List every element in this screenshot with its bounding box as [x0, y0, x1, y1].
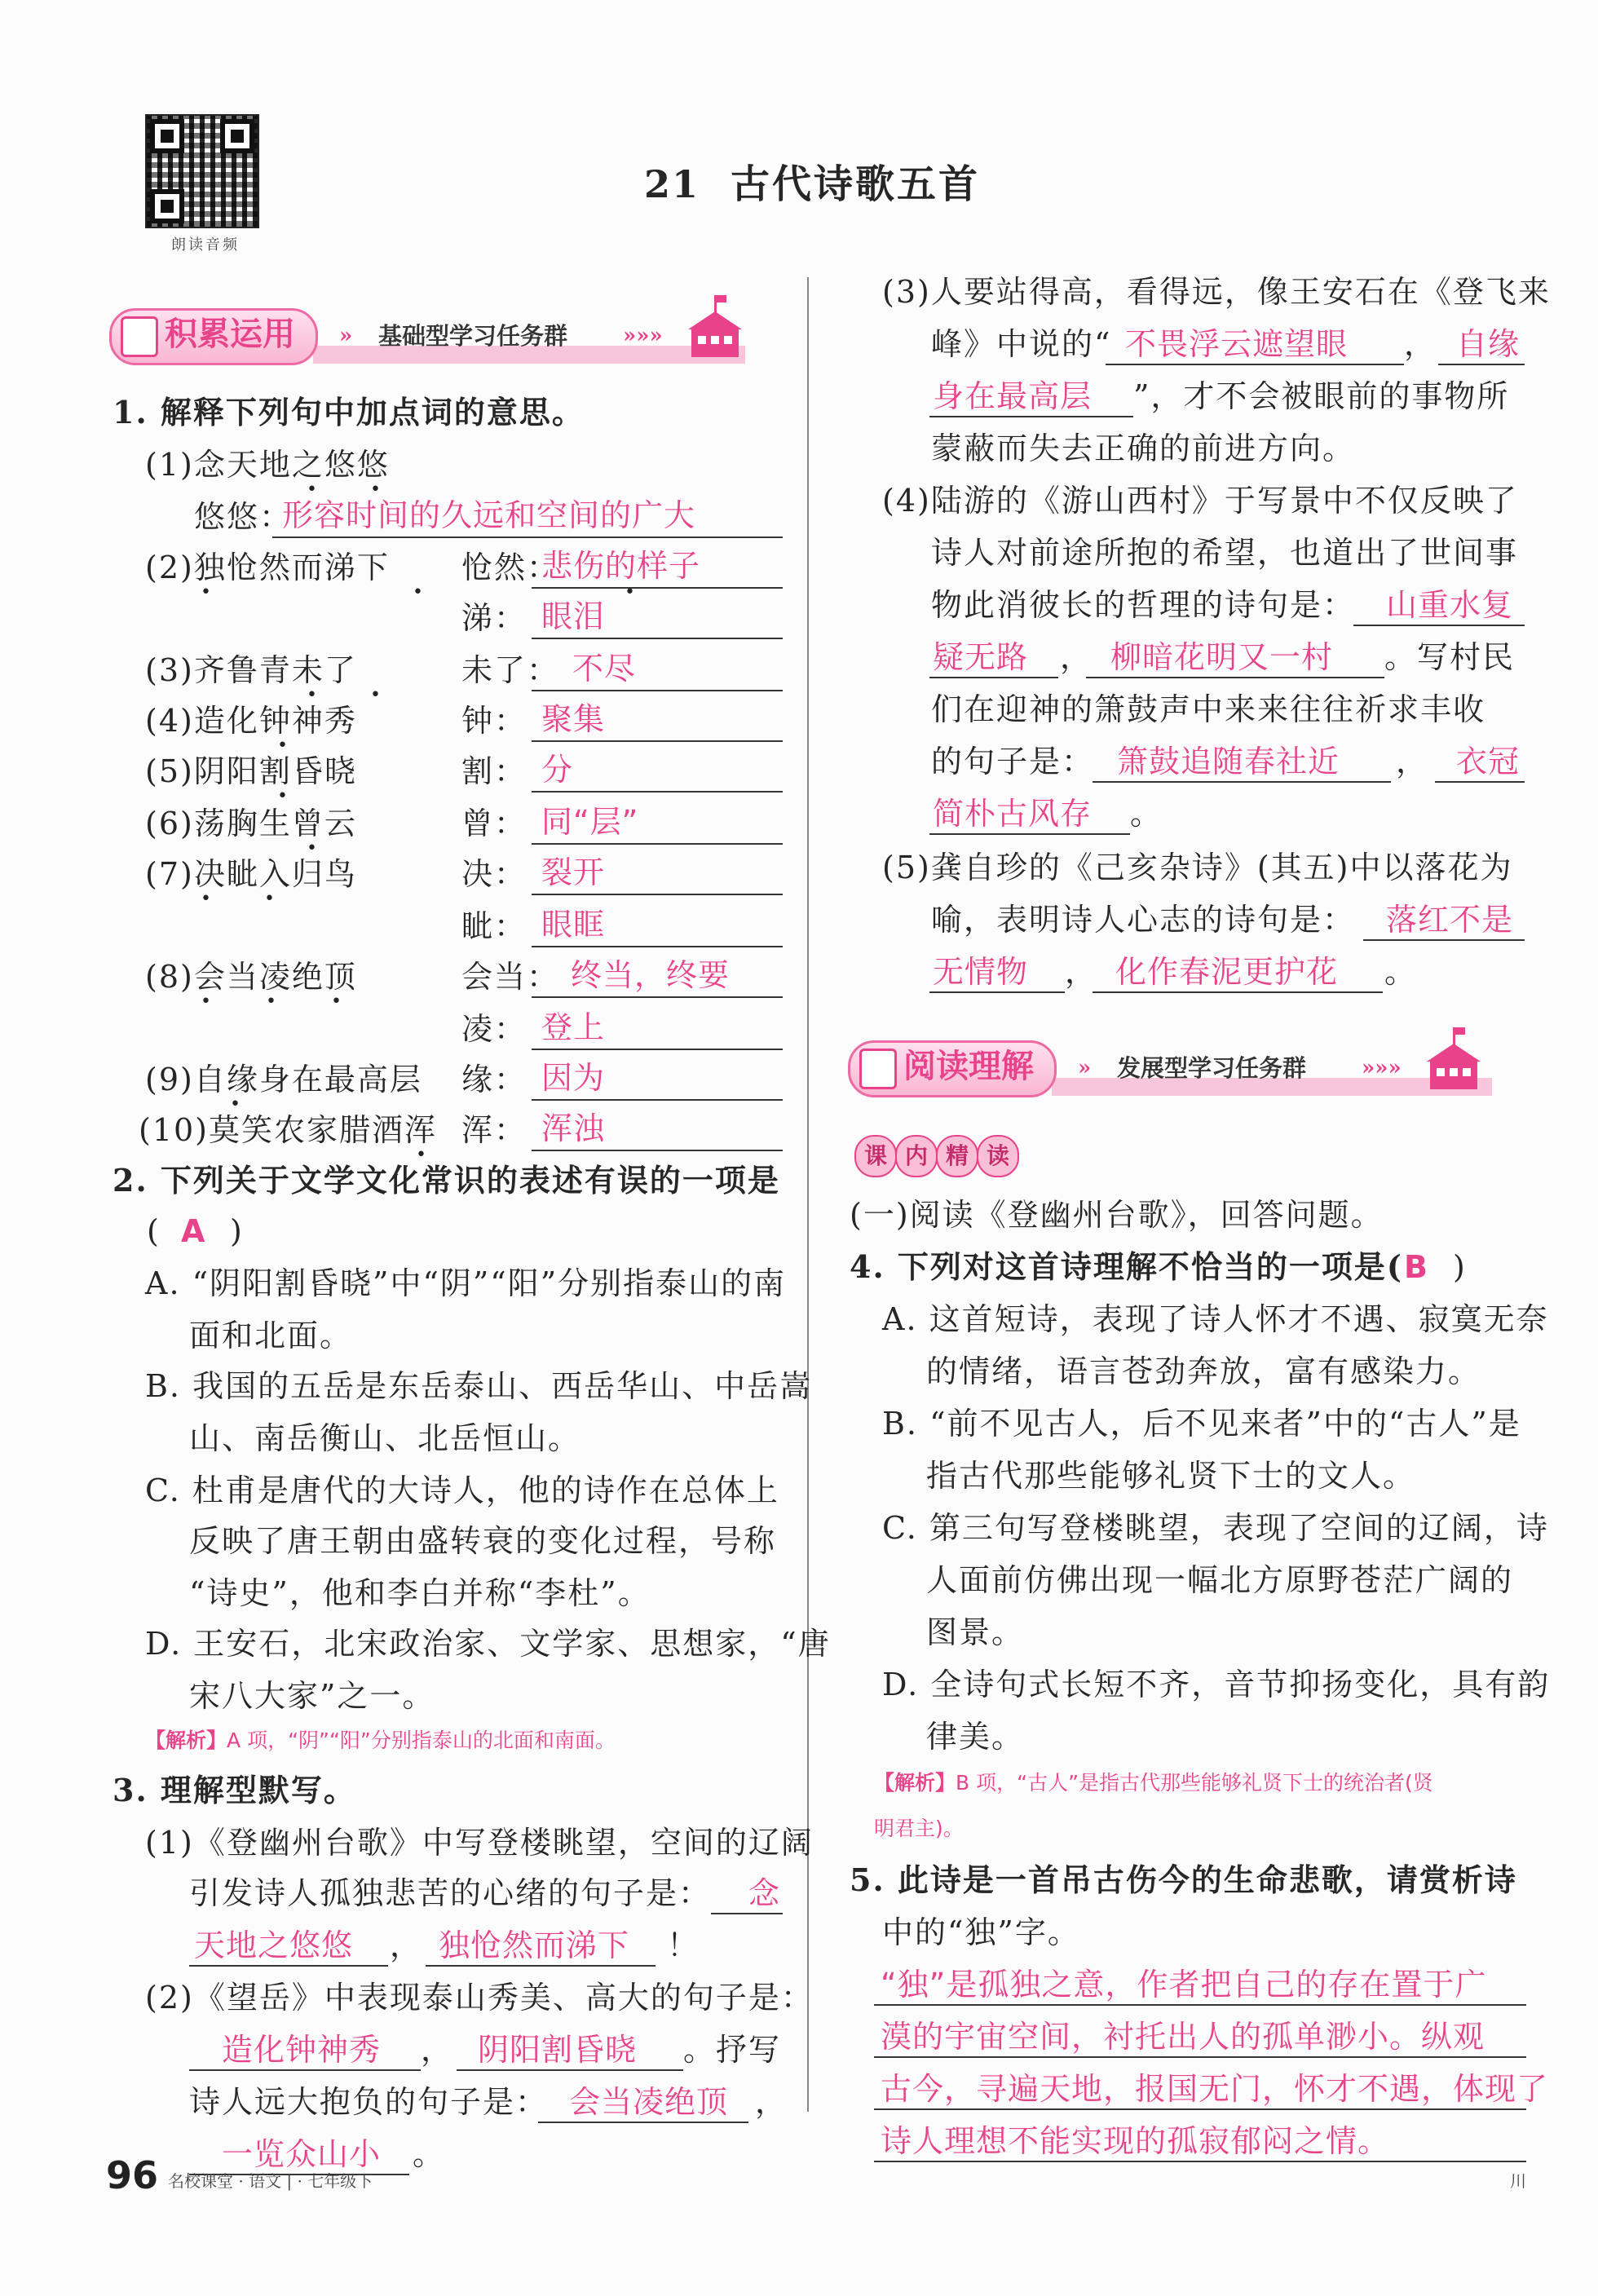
footer-book-title: 名校课堂 · 语文 | · 七年级下 [168, 2171, 373, 2191]
q4-answer: B [1404, 1249, 1428, 1285]
analysis-text: A 项，“阴”“阳”分别指泰山的北面和南面。 [227, 1729, 616, 1752]
answer-line [1086, 677, 1384, 678]
q3-part4-answer: 简朴古风存 [933, 796, 1093, 832]
q1-item-sentence: (2)独怆然而涕下 [145, 550, 390, 585]
q1-item-answer: 形容时间的久远和空间的广大 [282, 497, 696, 533]
qr-code[interactable] [145, 114, 259, 228]
answer-line [711, 1913, 783, 1914]
q1-item-word: 凌： [461, 1011, 528, 1047]
q3-part3-answer: 身在最高层 [933, 378, 1093, 414]
q2-option-c: 反映了唐王朝由盛转衰的变化过程，号称 [189, 1523, 777, 1559]
q3-part4-line: (4)陆游的《游山西村》于写景中不仅反映了 [882, 483, 1518, 519]
punctuation: ， [1065, 954, 1098, 990]
answer-line [929, 677, 1058, 678]
analysis-tag: 【解析】 [874, 1771, 956, 1795]
emphasis-dots: • [307, 838, 341, 859]
q1-item-sentence: (10)莫笑农家腊酒浑 [139, 1112, 438, 1148]
q3-part3-answer: 不畏浮云遮望眼 [1125, 326, 1349, 362]
q1-item-word: 曾： [461, 806, 528, 841]
q3-part1-line: (1)《登幽州台歌》中写登楼眺望，空间的辽阔 [145, 1825, 814, 1861]
analysis-text: B 项，“古人”是指古代那些能够礼贤下士的统治者(贤 [956, 1771, 1433, 1795]
q1-item-answer: 眼泪 [541, 598, 606, 634]
q3-part3-line: ”，才不会被眼前的事物所 [1133, 378, 1510, 414]
q1-item-word: 缘： [461, 1062, 528, 1097]
q5-answer-line: 漠的宇宙空间，衬托出人的孤单渺小。纵观 [881, 2019, 1485, 2055]
book-icon [859, 1049, 897, 1089]
q3-part4-line: 的句子是： [931, 744, 1095, 779]
q3-part5-answer: 无情物 [933, 954, 1029, 990]
answer-paren: ) [1453, 1249, 1467, 1285]
answer-line [532, 894, 783, 895]
q3-part1-answer: 独怆然而涕下 [439, 1927, 630, 1963]
arrow-icon: »»» [1362, 1056, 1402, 1080]
q1-item-sentence: (8)会当凌绝顶 [145, 959, 357, 995]
q1-item-answer: 终当，终要 [571, 957, 731, 993]
book-icon [121, 316, 158, 357]
qr-finder-icon [150, 189, 184, 223]
answer-line [532, 791, 783, 793]
answer-paren: ) [230, 1213, 244, 1249]
answer-line [189, 1965, 388, 1967]
emphasis-dots: • [277, 735, 311, 756]
emphasis-dots: • • [307, 479, 404, 500]
q3-part1-line: 引发诗人孤独悲苦的心绪的句子是： [189, 1875, 712, 1911]
answer-line [929, 416, 1133, 417]
tag-char: 课 [854, 1135, 897, 1177]
answer-line [874, 2056, 1526, 2058]
q1-item-answer: 聚集 [541, 701, 606, 737]
q2-option-a: A. “阴阳割昏晓”中“阴”“阳”分别指泰山的南 [145, 1265, 787, 1301]
school-icon [680, 294, 750, 359]
answer-line [1438, 364, 1525, 365]
page-title: 古代诗歌五首 [731, 161, 981, 207]
q1-item-answer: 登上 [541, 1009, 606, 1045]
q1-item-sentence: (3)齐鲁青未了 [145, 652, 357, 688]
q5-answer-line: 诗人理想不能实现的孤寂郁闷之情。 [881, 2123, 1390, 2159]
answer-line [538, 2122, 748, 2123]
answer-line [532, 843, 783, 845]
q1-item-word: 涕： [461, 600, 528, 636]
punctuation: 。 [413, 2136, 446, 2172]
emphasis-dots: • [230, 1094, 264, 1115]
emphasis-dots: • [277, 786, 311, 806]
q1-item-word: 会当： [461, 959, 560, 995]
q3-part4-line: 诗人对前途所抱的希望，也道出了世间事 [931, 535, 1519, 571]
q1-item-word: 眦： [461, 908, 528, 944]
q3-part5-answer: 化作春泥更护花 [1115, 954, 1339, 990]
punctuation: 。 [1130, 796, 1163, 832]
q1-item-sentence: (4)造化钟神秀 [145, 703, 357, 739]
answer-line [532, 1150, 783, 1151]
answer-line [532, 996, 783, 998]
answer-line [532, 1049, 783, 1050]
q2-option-d: 宋八大家”之一。 [189, 1678, 435, 1714]
q1-item-answer: 因为 [541, 1060, 606, 1096]
q3-part3-line: (3)人要站得高，看得远，像王安石在《登飞来 [882, 274, 1551, 310]
q3-part4-answer: 山重水复 [1386, 587, 1514, 623]
q3-part2-answer: 一览众山小 [222, 2136, 382, 2172]
q1-item-answer: 不尽 [572, 651, 637, 687]
q4-option-c: 图景。 [926, 1614, 1025, 1650]
qr-finder-icon [220, 119, 254, 153]
q3-stem: 3. 理解型默写。 [113, 1772, 356, 1808]
q3-part3-line: 蒙蔽而失去正确的前进方向。 [931, 430, 1356, 466]
q1-item-sentence: (6)荡胸生曾云 [145, 806, 357, 841]
q2-answer: A [181, 1213, 206, 1249]
answer-line [457, 2069, 683, 2071]
q4-option-a: A. 这首短诗，表现了诗人怀才不遇、寂寞无奈 [882, 1301, 1549, 1337]
q3-part4-line: 物此消彼长的哲理的诗句是： [931, 587, 1356, 623]
answer-line [532, 740, 783, 742]
q1-item-sentence: (9)自缘身在最高层 [145, 1062, 422, 1097]
q5-stem: 中的“独”字。 [882, 1914, 1080, 1950]
banner-label: 积累运用 [165, 316, 295, 353]
q1-item-word: 未了： [461, 652, 560, 688]
q4-option-d: 律美。 [926, 1719, 1025, 1755]
answer-line [929, 991, 1065, 993]
q4-option-b: B. “前不见古人，后不见来者”中的“古人”是 [882, 1406, 1521, 1442]
answer-line [532, 1099, 783, 1101]
banner-subtitle: 基础型学习任务群 [378, 322, 568, 350]
q1-item-word: 割： [461, 753, 528, 789]
q4-option-c: 人面前仿佛出现一幅北方原野苍茫广阔的 [926, 1562, 1514, 1598]
answer-line [189, 2069, 421, 2071]
reading-intro: (一)阅读《登幽州台歌》，回答问题。 [850, 1197, 1384, 1233]
qr-finder-icon [150, 119, 184, 153]
q2-option-b: B. 我国的五岳是东岳泰山、西岳华山、中岳嵩 [145, 1368, 813, 1404]
q4-analysis: 明君主)。 [874, 1817, 964, 1840]
q4-stem: 4. 下列对这首诗理解不恰当的一项是( [850, 1248, 1403, 1285]
answer-line [532, 946, 783, 947]
q1-item-sentence: (7)决眦入归鸟 [145, 856, 357, 892]
punctuation: ！ [667, 1927, 700, 1963]
q1-item-word: 悠悠： [194, 499, 293, 535]
analysis-tag: 【解析】 [145, 1729, 227, 1752]
punctuation: ， [1060, 639, 1093, 675]
banner-label: 阅读理解 [903, 1048, 1034, 1085]
q3-part2-answer: 造化钟神秀 [222, 2032, 382, 2068]
lesson-number: 21 [644, 162, 700, 206]
q5-answer-line: 古今，寻遍天地，报国无门，怀才不遇，体现了 [881, 2071, 1549, 2107]
punctuation: 。 [1384, 954, 1418, 990]
q3-part2-answer: 会当凌绝顶 [569, 2084, 729, 2120]
q3-part5-line: (5)龚自珍的《己亥杂诗》(其五)中以落花为 [882, 850, 1513, 885]
q2-option-b: 山、南岳衡山、北岳恒山。 [189, 1420, 581, 1456]
answer-line [272, 536, 783, 538]
q3-part1-answer: 天地之悠悠 [194, 1927, 354, 1963]
q1-item-word: 决： [461, 856, 528, 892]
q1-item-answer: 浑浊 [541, 1110, 606, 1146]
answer-line [1363, 939, 1525, 941]
qr-label: 朗读音频 [171, 236, 240, 254]
arrow-icon: »»» [623, 324, 663, 348]
q2-analysis [145, 1727, 616, 1755]
q1-item-sentence: (5)阴阳割昏晓 [145, 753, 357, 789]
section-banner-reading [848, 1034, 1508, 1106]
arrow-icon: » [339, 324, 353, 348]
q3-part3-line: 峰》中说的“ [931, 326, 1112, 362]
punctuation: ， [1404, 326, 1437, 362]
section-banner-accumulate [109, 302, 770, 373]
answer-line [874, 2004, 1526, 2006]
punctuation: ， [1396, 744, 1429, 779]
q2-option-a: 面和北面。 [189, 1318, 353, 1353]
answer-paren: ( [147, 1213, 161, 1249]
q4-option-b: 指古代那些能够礼贤下士的文人。 [926, 1458, 1416, 1494]
q2-stem: 2. 下列关于文学文化常识的表述有误的一项是 [113, 1162, 780, 1199]
answer-line [1093, 781, 1391, 783]
answer-line [874, 2108, 1526, 2110]
emphasis-dots: • • • [201, 582, 733, 603]
q5-stem: 5. 此诗是一首吊古伤今的生命悲歌，请赏析诗 [850, 1861, 1517, 1898]
answer-line [532, 690, 783, 691]
emphasis-dots: • • • [201, 991, 366, 1012]
q3-part4-line: 。写村民 [1384, 639, 1516, 675]
arrow-icon: » [1078, 1056, 1092, 1080]
emphasis-dots: • [416, 1145, 450, 1165]
q1-item-answer: 分 [541, 752, 574, 788]
tag-char: 精 [936, 1135, 978, 1177]
q1-stem: 1. 解释下列句中加点词的意思。 [113, 394, 585, 430]
q2-option-c: “诗史”，他和李白并称“李杜”。 [189, 1575, 651, 1611]
q1-item-answer: 悲伤的样子 [541, 548, 701, 584]
punctuation: ， [390, 1927, 423, 1963]
answer-line [532, 587, 783, 589]
banner-subtitle: 发展型学习任务群 [1117, 1054, 1307, 1082]
q3-part1-answer: 念 [748, 1875, 781, 1911]
q3-part3-answer: 自缘 [1456, 326, 1521, 362]
answer-line [1435, 781, 1525, 783]
answer-line [1106, 364, 1404, 365]
q4-option-d: D. 全诗句式长短不齐，音节抑扬变化，具有韵 [882, 1667, 1551, 1702]
punctuation: ， [421, 2032, 454, 2068]
footer-mark: 川 [1510, 2171, 1526, 2191]
q1-item-word: 浑： [461, 1112, 528, 1148]
q4-option-c: C. 第三句写登楼眺望，表现了空间的辽阔，诗 [882, 1510, 1549, 1546]
q3-part4-answer: 柳暗花明又一村 [1110, 639, 1334, 675]
q1-item-answer: 裂开 [541, 854, 606, 890]
tag-char: 读 [977, 1135, 1019, 1177]
q1-item-answer: 眼眶 [541, 907, 606, 943]
q1-item-word: 钟： [461, 703, 528, 739]
emphasis-dots: • • [201, 889, 298, 909]
q3-part4-line: 们在迎神的箫鼓声中来来往往祈求丰收 [931, 691, 1486, 727]
q3-part4-answer: 箫鼓追随春社近 [1117, 744, 1340, 779]
q3-part2-line: (2)《望岳》中表现泰山秀美、高大的句子是： [145, 1980, 814, 2016]
emphasis-dots: • • [307, 685, 404, 705]
answer-line [426, 1965, 656, 1967]
answer-line [929, 833, 1130, 835]
page-number: 96 [106, 2153, 159, 2197]
tag-char: 内 [895, 1135, 938, 1177]
q3-part4-answer: 衣冠 [1456, 744, 1521, 779]
q4-option-a: 的情绪，语言苍劲奔放，富有感染力。 [926, 1353, 1481, 1389]
q2-option-d: D. 王安石，北宋政治家、文学家、思想家，“唐 [145, 1626, 831, 1662]
school-icon [1419, 1026, 1489, 1091]
answer-line [1093, 991, 1383, 993]
answer-line [1353, 625, 1525, 626]
q1-item-answer: 同“层” [541, 804, 639, 840]
q3-part2-line: 诗人远大抱负的句子是： [189, 2084, 549, 2120]
q1-item-word: 怆然： [461, 550, 560, 585]
q3-part5-line: 喻，表明诗人心志的诗句是： [931, 902, 1356, 938]
q3-part2-answer: 阴阳割昏晓 [478, 2032, 638, 2068]
punctuation: ， [755, 2084, 788, 2120]
q3-part5-answer: 落红不是 [1386, 902, 1514, 938]
answer-line [532, 638, 783, 639]
q5-answer-line: “独”是孤独之意，作者把自己的存在置于广 [881, 1967, 1487, 2002]
q2-option-c: C. 杜甫是唐代的大诗人，他的诗作在总体上 [145, 1473, 779, 1508]
q1-item-sentence: (1)念天地之悠悠 [145, 447, 390, 483]
q4-analysis [874, 1769, 1433, 1797]
q3-part2-line: 。抒写 [683, 2032, 782, 2068]
q3-part4-answer: 疑无路 [933, 639, 1029, 675]
answer-line [874, 2161, 1526, 2162]
